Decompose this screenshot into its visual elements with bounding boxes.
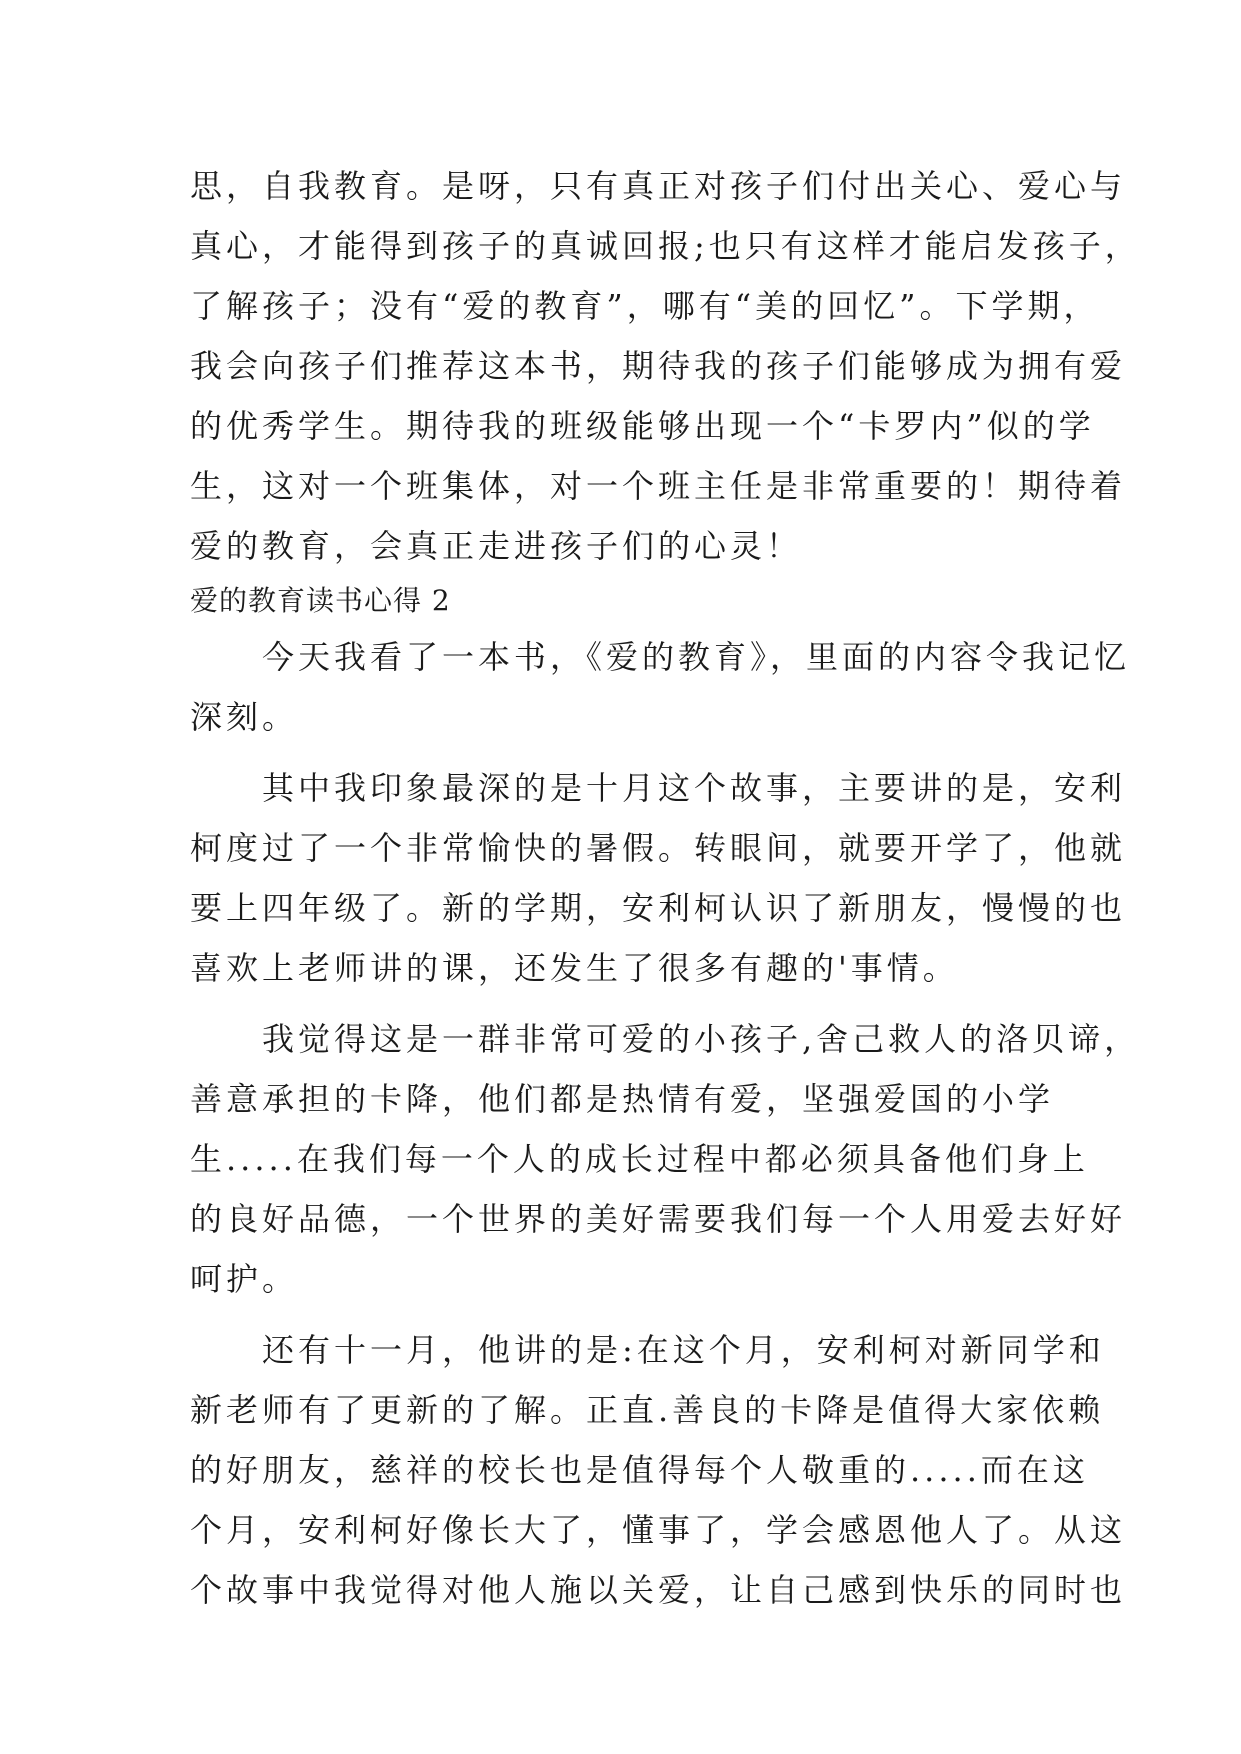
- paragraph-line: 的良好品德，一个世界的美好需要我们每一个人用爱去好好: [190, 1200, 1127, 1238]
- paragraph-line: 深刻。: [190, 698, 299, 736]
- paragraph-line: 我觉得这是一群非常可爱的小孩子,舍己救人的洛贝谛，: [190, 1020, 1141, 1058]
- paragraph-line: 善意承担的卡降，他们都是热情有爱，坚强爱国的小学: [190, 1080, 1055, 1118]
- paragraph-line: 思，自我教育。是呀，只有真正对孩子们付出关心、爱心与: [190, 167, 1127, 205]
- paragraph-line: 还有十一月，他讲的是:在这个月，安利柯对新同学和: [190, 1331, 1105, 1369]
- paragraph-line: 了解孩子；没有“爱的教育”，哪有“美的回忆”。下学期，: [190, 287, 1100, 325]
- paragraph-line: 新老师有了更新的了解。正直.善良的卡降是值得大家依赖: [190, 1391, 1105, 1429]
- paragraph-line: 生.....在我们每一个人的成长过程中都必须具备他们身上: [190, 1140, 1089, 1178]
- paragraph-line: 的优秀学生。期待我的班级能够出现一个“卡罗内”似的学: [190, 407, 1095, 445]
- paragraph-line: 呵护。: [190, 1260, 299, 1298]
- paragraph-line: 喜欢上老师讲的课，还发生了很多有趣的'事情。: [190, 949, 959, 987]
- paragraph-line: 其中我印象最深的是十月这个故事，主要讲的是，安利: [190, 769, 1127, 807]
- section-heading: 爱的教育读书心得 2: [190, 584, 451, 617]
- paragraph-line: 今天我看了一本书，《爱的教育》，里面的内容令我记忆: [190, 638, 1131, 676]
- paragraph-line: 个月，安利柯好像长大了，懂事了，学会感恩他人了。从这: [190, 1511, 1127, 1549]
- paragraph-line: 个故事中我觉得对他人施以关爱，让自己感到快乐的同时也: [190, 1571, 1127, 1609]
- paragraph-line: 生，这对一个班集体，对一个班主任是非常重要的！期待着: [190, 467, 1127, 505]
- paragraph-line: 真心，才能得到孩子的真诚回报;也只有这样才能启发孩子，: [190, 227, 1141, 265]
- paragraph-line: 要上四年级了。新的学期，安利柯认识了新朋友，慢慢的也: [190, 889, 1127, 927]
- paragraph-line: 爱的教育，会真正走进孩子们的心灵！: [190, 527, 803, 565]
- paragraph-line: 的好朋友，慈祥的校长也是值得每个人敬重的.....而在这: [190, 1451, 1089, 1489]
- paragraph-line: 柯度过了一个非常愉快的暑假。转眼间，就要开学了，他就: [190, 829, 1127, 867]
- paragraph-line: 我会向孩子们推荐这本书，期待我的孩子们能够成为拥有爱: [190, 347, 1127, 385]
